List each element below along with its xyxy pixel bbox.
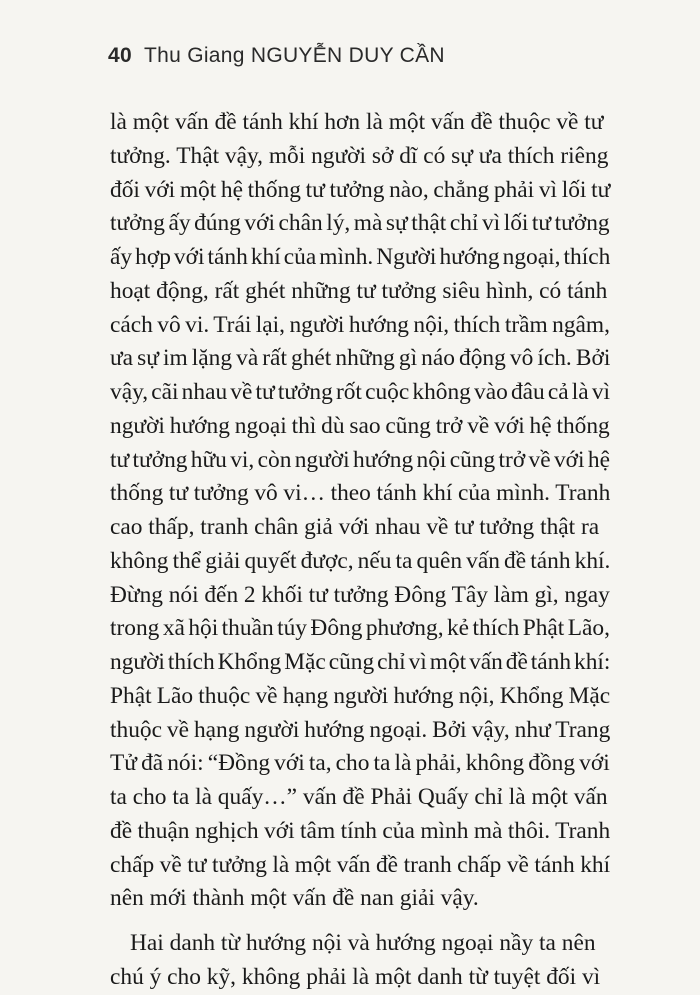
text-line: Đừng nói đến 2 khối tư tưởng Đông Tây làm gì, ngay — [110, 581, 610, 608]
text-line: ấy hợp với tánh khí của mình. Người hướng ngoại, thích — [110, 244, 611, 270]
paragraph — [110, 927, 610, 995]
text-line: cao thấp, tranh chân giả với nhau về tư tưởng thật ra — [110, 514, 600, 540]
paragraph — [110, 106, 610, 916]
text-line: vậy, cãi nhau về tư tưởng rốt cuộc không vào đâu cả là vì — [110, 379, 611, 405]
text-line: đối với một hệ thống tư tưởng nào, chẳng phải vì lối tư — [110, 176, 611, 203]
text-line: ta cho ta là quấy…” vấn đề Phải Quấy chỉ là một vấn — [110, 784, 608, 810]
text-line: thống tư tưởng vô vi… theo tánh khí của mình. Tranh — [110, 480, 611, 507]
text-line: tưởng ấy đúng với chân lý, mà sự thật chỉ vì lối tư tưởng — [110, 210, 610, 237]
text-line: nên mới thành một vấn đề nan giải vậy. — [110, 885, 479, 912]
text-line: cách vô vi. Trái lại, người hướng nội, thích trầm ngâm, — [110, 311, 610, 338]
text-line: thuộc về hạng người hướng ngoại. Bởi vậy, như Trang — [110, 716, 611, 743]
text-line: Hai danh từ hướng nội và hướng ngoại nầy ta nên — [130, 930, 596, 956]
text-line: trong xã hội thuần túy Đông phương, kẻ thích Phật Lão, — [110, 615, 610, 642]
running-header — [108, 44, 445, 68]
text-line: người hướng ngoại thì dù sao cũng trở về với hệ thống — [110, 412, 610, 439]
text-line: người thích Khổng Mặc cũng chỉ vì một vấn đề tánh khí: — [110, 649, 611, 675]
author-name: Thu Giang NGUYỄN DUY CẦN — [143, 44, 445, 67]
text-line: chấp về tư tưởng là một vấn đề tranh chấp về tánh khí — [110, 851, 611, 878]
text-line: tưởng. Thật vậy, mỗi người sở dĩ có sự ưa thích riêng — [110, 142, 609, 169]
text-line: là một vấn đề tánh khí hơn là một vấn đề thuộc về tư — [110, 109, 604, 135]
text-line: ưa sự im lặng và rất ghét những gì náo động vô ích. Bởi — [110, 345, 611, 372]
text-line: hoạt động, rất ghét những tư tưởng siêu hình, có tánh — [110, 277, 608, 304]
text-line: đề thuận nghịch với tâm tính của mình mà thôi. Tranh — [110, 817, 611, 844]
page-number: 40 — [108, 44, 132, 67]
paragraph-gap — [110, 916, 610, 927]
text-line: chú ý cho kỹ, không phải là một danh từ tuyệt đối vì — [110, 963, 601, 990]
body-text — [110, 106, 610, 995]
text-line: tư tưởng hữu vi, còn người hướng nội cũng trở về với hệ — [110, 446, 610, 473]
text-line: Phật Lão thuộc về hạng người hướng nội, Khổng Mặc — [110, 682, 611, 709]
text-line: Tử đã nói: “Đồng với ta, cho ta là phải, không đồng với — [110, 750, 610, 777]
text-line: không thể giải quyết được, nếu ta quên vấn đề tánh khí. — [110, 547, 611, 574]
